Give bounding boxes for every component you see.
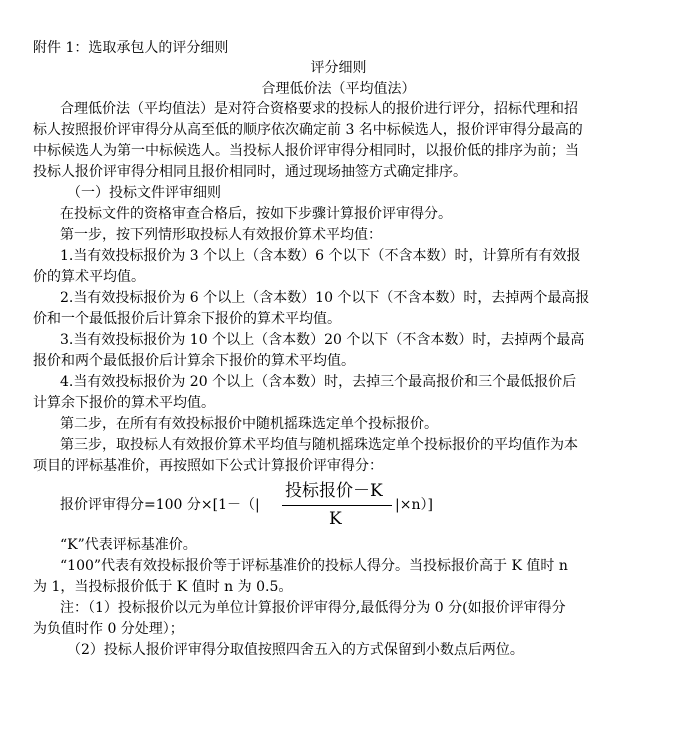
step-three-line: 项目的评标基准价，再按照如下公式计算报价评审得分： <box>33 458 383 474</box>
intro-line: 中标候选人为第一中标候选人。当投标人报价评审得分相同时，以报价低的排序为前；当 <box>33 143 579 159</box>
doc-subtitle: 合理低价法（平均值法） <box>261 81 416 97</box>
rule-line: 计算余下报价的算术平均值。 <box>33 395 215 411</box>
step-three-line: 第三步，取投标人有效报价算术平均值与随机摇珠选定单个投标报价的平均值作为本 <box>60 437 578 453</box>
step-two: 第二步，在所有有效投标报价中随机摇珠选定单个投标报价。 <box>60 416 438 432</box>
n-definition-line: “100”代表有效投标报价等于评标基准价的投标人得分。当投标报价高于 K 值时 n <box>60 558 568 574</box>
intro-line: 合理低价法（平均值法）是对符合资格要求的投标人的报价进行评分，招标代理和招 <box>60 101 578 117</box>
rule-line: 报价和两个最低报价后计算余下报价的算术平均值。 <box>33 353 355 369</box>
appendix-title: 附件 1：选取承包人的评分细则 <box>33 40 229 56</box>
rule-line: 3.当有效投标报价为 10 个以上（含本数）20 个以下（不含本数）时，去掉两个最高 <box>60 332 585 348</box>
n-definition-line: 为 1，当投标报价低于 K 值时 n 为 0.5。 <box>33 579 293 595</box>
note-line: （2）投标人报价评审得分取值按照四舍五入的方式保留到小数点后两位。 <box>67 642 524 658</box>
note-line: 注：（1）投标报价以元为单位计算报价评审得分,最低得分为 0 分(如报价评审得分 <box>60 600 566 616</box>
rule-line: 4.当有效投标报价为 20 个以上（含本数）时，去掉三个最高报价和三个最低报价后 <box>60 374 577 390</box>
score-formula <box>60 480 480 530</box>
note-line: 为负值时作 0 分处理）； <box>33 621 184 637</box>
rule-line: 价和一个最低报价后计算余下报价的算术平均值。 <box>33 311 341 327</box>
rule-line: 2.当有效投标报价为 6 个以上（含本数）10 个以下（不含本数）时，去掉两个最高报 <box>60 290 590 306</box>
intro-line: 投标人报价评审得分相同且报价相同时，通过现场抽签方式确定排序。 <box>33 164 467 180</box>
rule-line: 1.当有效投标报价为 3 个以上（含本数）6 个以下（不含本数）时，计算所有有效报 <box>60 248 581 264</box>
section-intro: 在投标文件的资格审查合格后，按如下步骤计算报价评审得分。 <box>60 206 452 222</box>
section-title: （一）投标文件评审细则 <box>67 185 221 201</box>
formula-denominator: K <box>329 509 342 529</box>
formula-lhs: 报价评审得分=100 分×[1－（| <box>60 497 260 513</box>
step-one: 第一步，按下列情形取投标人有效报价算术平均值： <box>60 227 382 243</box>
doc-title: 评分细则 <box>310 60 367 76</box>
intro-line: 标人按照报价评审得分从高至低的顺序依次确定前 3 名中标候选人，报价评审得分最高的 <box>33 122 583 138</box>
formula-numerator: 投标报价－K <box>285 481 383 501</box>
rule-line: 价的算术平均值。 <box>33 269 145 285</box>
fraction-bar <box>282 505 392 506</box>
k-definition: “K”代表评标基准价。 <box>60 537 197 553</box>
formula-rhs: |×n）] <box>395 497 433 513</box>
